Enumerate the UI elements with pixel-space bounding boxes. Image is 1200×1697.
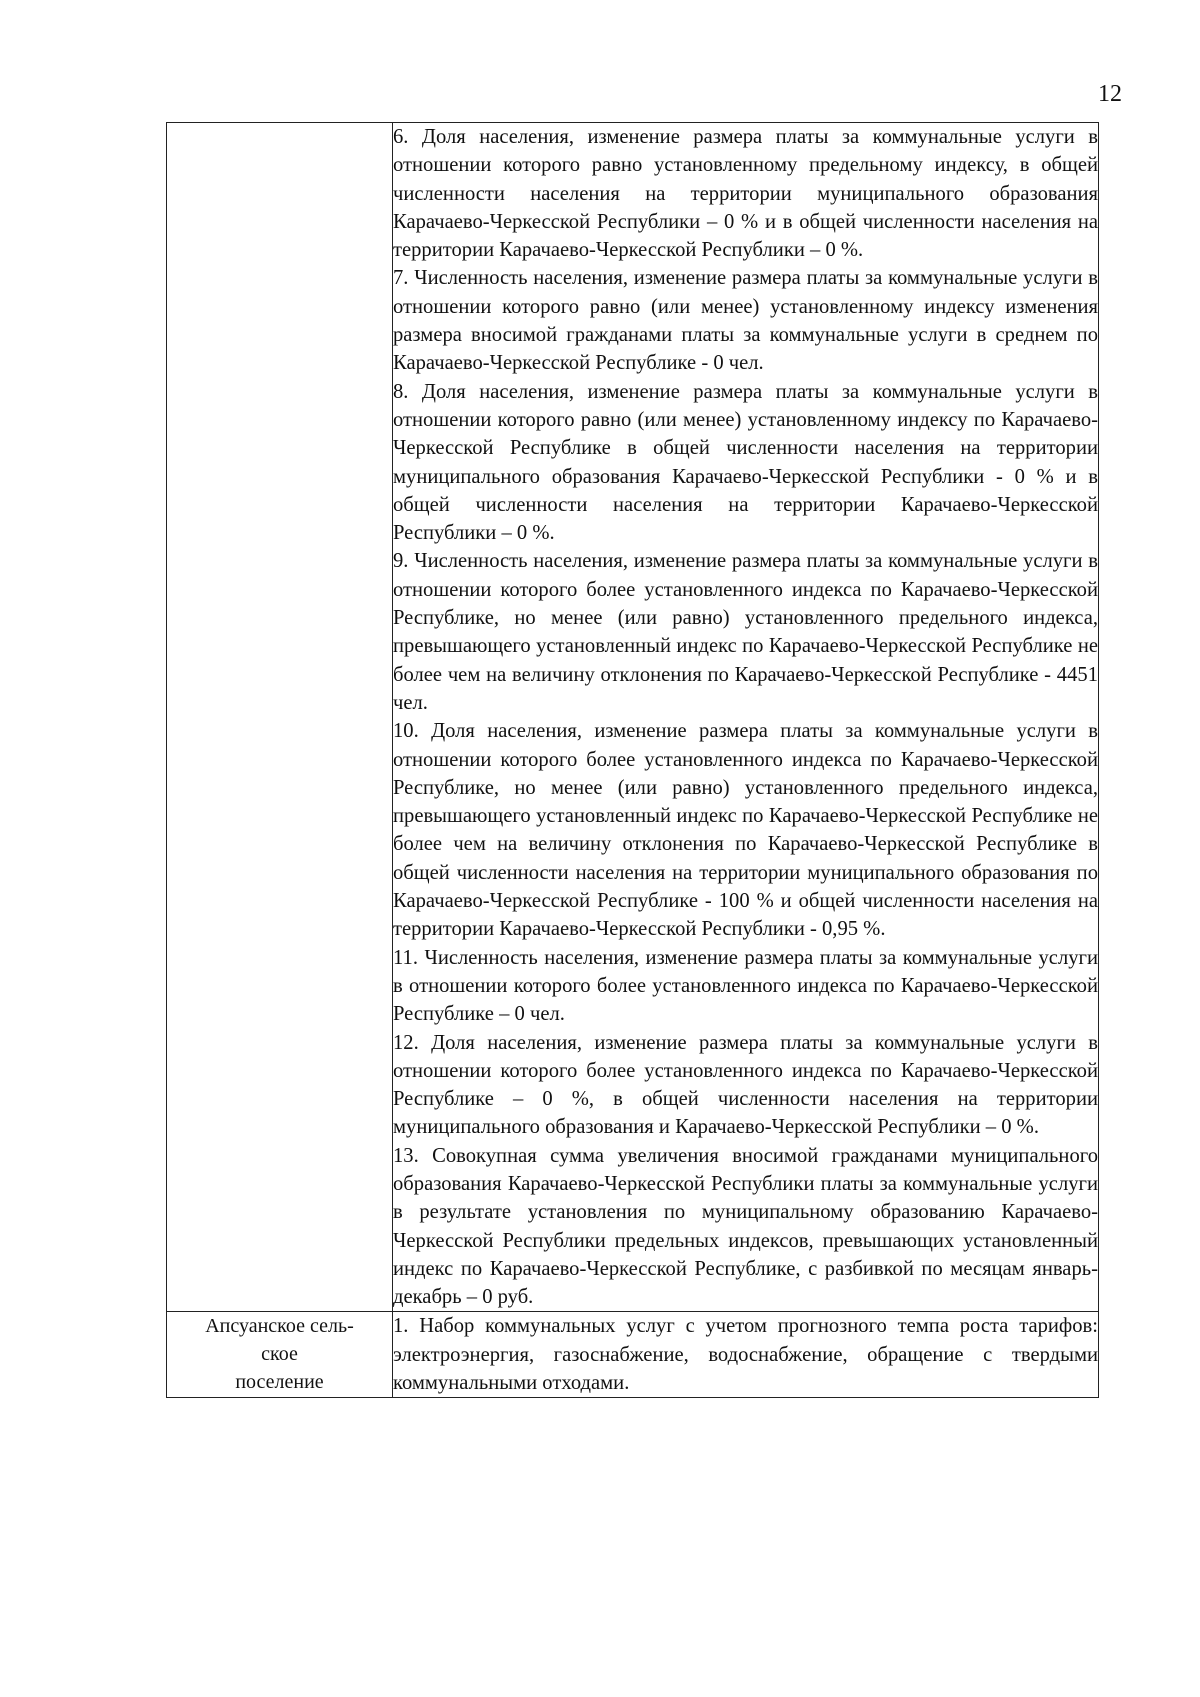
municipality-cell — [167, 1312, 393, 1398]
indicator-item: 6. Доля населения, изменение размера платы за коммунальные услуги в отношении которого равно установленному предельному индексу, в общей численности населения на территории муниципального образования Карачаево-Черкесской Республики – 0 % и в общей численности населения на территории Карачаево-Черкесской Республики – 0 %. — [393, 126, 1098, 262]
indicator-item: 13. Совокупная сумма увеличения вносимой гражданами муниципального образования Карачаево-Черкесской Республики платы за коммунальные услуги в результате установления по муниципальному образованию Карачаево-Черкесской Республики предельных индексов, превышающих установленный индекс по Карачаево-Черкесской Республике, с разбивкой по месяцам январь-декабрь – 0 руб. — [393, 1144, 1098, 1309]
table-row — [167, 123, 1099, 1312]
municipality-name-line: Апсуанское сель- — [205, 1315, 354, 1338]
indicator-item: 9. Численность населения, изменение размера платы за коммунальные услуги в отношении которого более установленного индекса по Карачаево-Черкесской Республике, но менее (или равно) установленного предельного индекса, превышающего установленный индекс по Карачаево-Черкесской Республике не более чем на величину отклонения по Карачаево-Черкесской Республике - 4451 чел. — [393, 550, 1098, 714]
indicator-item: 1. Набор коммунальных услуг с учетом прогнозного темпа роста тарифов: электроэнергия, газоснабжение, водоснабжение, обращение с твердыми коммунальными отходами. — [393, 1315, 1098, 1395]
indicator-item: 8. Доля населения, изменение размера платы за коммунальные услуги в отношении которого равно (или менее) установленному индексу по Карачаево-Черкесской Республике в общей численности населения на территории муниципального образования Карачаево-Черкесской Республики - 0 % и в общей численности населения на территории Карачаево-Черкесской Республики – 0 %. — [393, 380, 1098, 545]
table-row — [167, 1312, 1099, 1398]
indicator-item: 12. Доля населения, изменение размера платы за коммунальные услуги в отношении которого более установленного индекса по Карачаево-Черкесской Республике – 0 %, в общей численности населения на территории муниципального образования и Карачаево-Черкесской Республики – 0 %. — [393, 1031, 1098, 1139]
indicator-item: 7. Численность населения, изменение размера платы за коммунальные услуги в отношении которого равно (или менее) установленному индексу изменения размера вносимой гражданами платы за коммунальные услуги в среднем по Карачаево-Черкесской Республике - 0 чел. — [393, 267, 1098, 375]
indicator-item: 11. Численность населения, изменение размера платы за коммунальные услуги в отношении которого более установленного индекса по Карачаево-Черкесской Республике – 0 чел. — [393, 946, 1098, 1026]
indicators-table — [166, 122, 1099, 1398]
page-number: 12 — [1098, 81, 1122, 107]
municipality-name-line: ское — [261, 1343, 298, 1366]
indicators-cell — [393, 123, 1099, 1312]
indicator-item: 10. Доля населения, изменение размера платы за коммунальные услуги в отношении которого более установленного индекса по Карачаево-Черкесской Республике, но менее (или равно) установленного предельного индекса, превышающего установленный индекс по Карачаево-Черкесской Республике не более чем на величину отклонения по Карачаево-Черкесской Республике в общей численности населения на территории муниципального образования по Карачаево-Черкесской Республике - 100 % и общей численности населения на территории Карачаево-Черкесской Республики - 0,95 %. — [393, 720, 1098, 941]
municipality-cell — [167, 123, 393, 1312]
indicators-cell — [393, 1312, 1099, 1398]
municipality-name-line: поселение — [235, 1371, 324, 1394]
